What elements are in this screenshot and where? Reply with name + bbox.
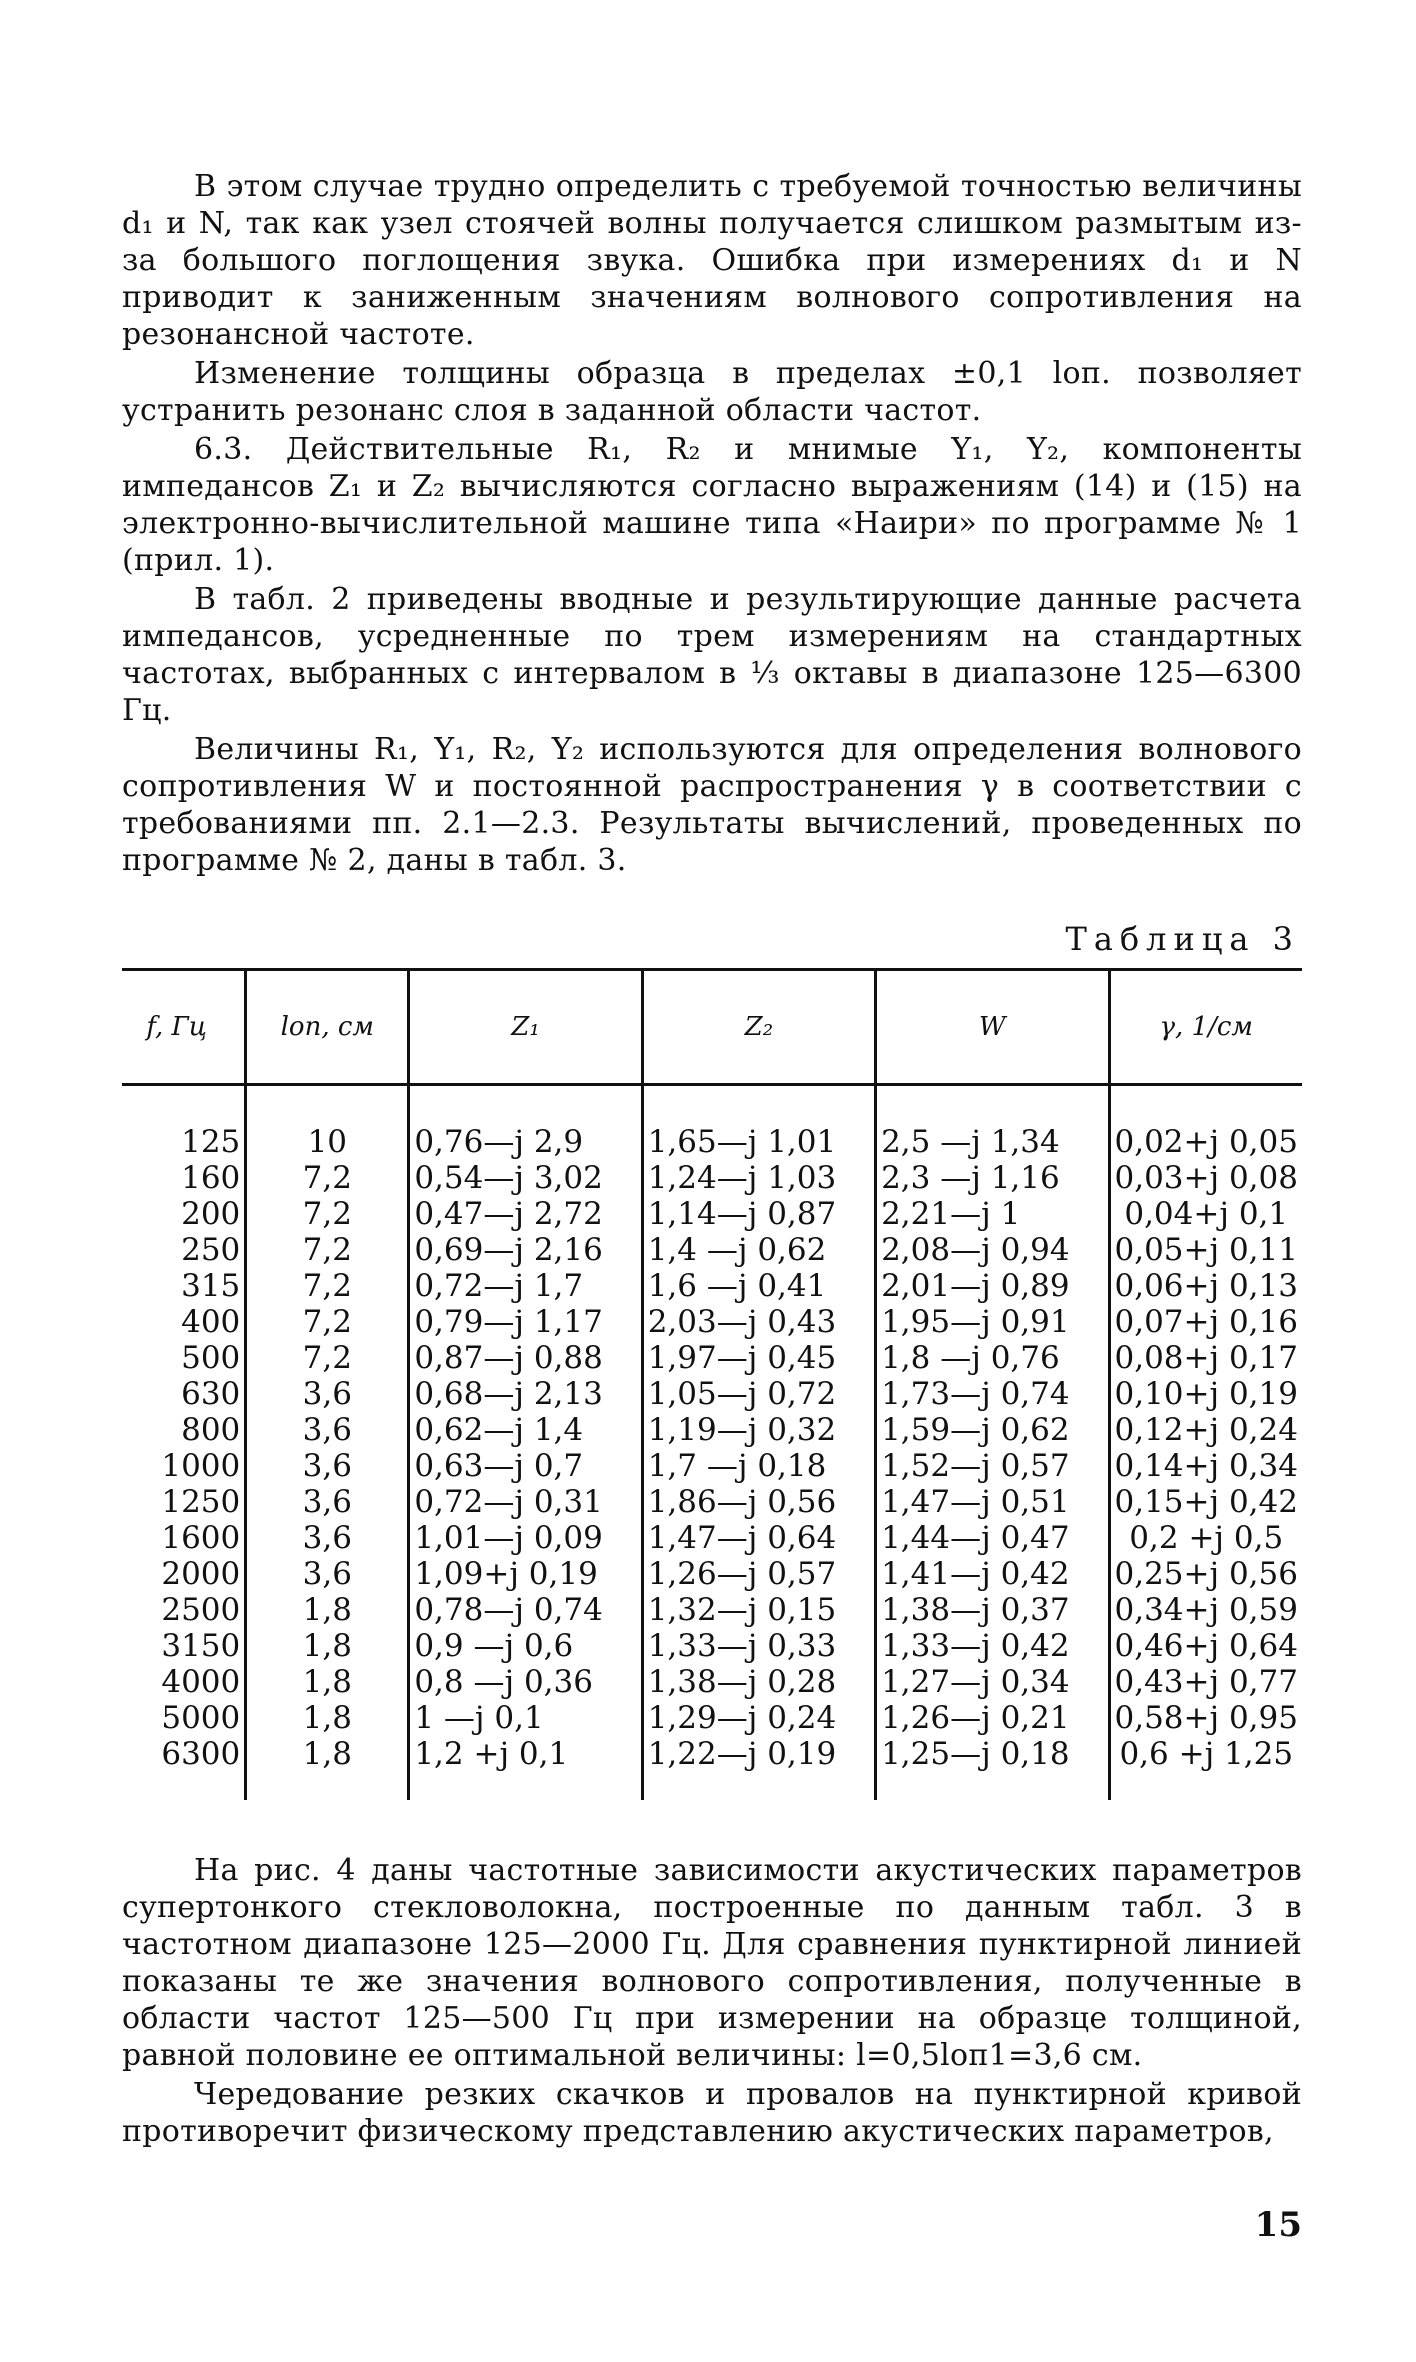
gamma-cell: 0,2 +j 0,5 bbox=[1109, 1520, 1302, 1556]
z2-cell: 1,65—j 1,01 bbox=[642, 1085, 875, 1161]
table-row bbox=[122, 1340, 1302, 1376]
thickness-cell: 3,6 bbox=[246, 1484, 409, 1520]
gamma-cell: 0,08+j 0,17 bbox=[1109, 1340, 1302, 1376]
gamma-cell: 0,04+j 0,1 bbox=[1109, 1196, 1302, 1232]
w-cell: 2,21—j 1 bbox=[876, 1196, 1109, 1232]
table-row bbox=[122, 1592, 1302, 1628]
z2-cell: 1,22—j 0,19 bbox=[642, 1736, 875, 1800]
page-number: 15 bbox=[1254, 2205, 1302, 2245]
body-text-bottom bbox=[122, 1852, 1302, 2152]
z1-cell: 1,01—j 0,09 bbox=[409, 1520, 642, 1556]
paragraph: На рис. 4 даны частотные зависимости акустических параметров супертонкого стекловолокна, построенные по данным табл. 3 в частотном диапазоне 125—2000 Гц. Для сравнения пунктирной линией показаны те же значения волнового сопротивления, полученные в области частот 125—500 Гц при измерении на образце толщиной, равной половине ее оптимальной величины: l=0,5lоп1=3,6 см. bbox=[122, 1853, 1302, 2073]
z2-cell: 2,03—j 0,43 bbox=[642, 1304, 875, 1340]
z1-cell: 0,54—j 3,02 bbox=[409, 1160, 642, 1196]
w-cell: 1,95—j 0,91 bbox=[876, 1304, 1109, 1340]
thickness-cell: 7,2 bbox=[246, 1232, 409, 1268]
z2-cell: 1,19—j 0,32 bbox=[642, 1412, 875, 1448]
frequency-cell: 1250 bbox=[161, 1484, 241, 1520]
gamma-cell: 0,34+j 0,59 bbox=[1109, 1592, 1302, 1628]
frequency-cell: 500 bbox=[181, 1340, 241, 1376]
table-row bbox=[122, 1520, 1302, 1556]
z1-cell: 0,76—j 2,9 bbox=[409, 1085, 642, 1161]
table-row bbox=[122, 1196, 1302, 1232]
gamma-cell: 0,58+j 0,95 bbox=[1109, 1700, 1302, 1736]
z2-cell: 1,97—j 0,45 bbox=[642, 1340, 875, 1376]
paragraph: Изменение толщины образца в пределах ±0,1 lоп. позволяет устранить резонанс слоя в заданной области частот. bbox=[122, 356, 1302, 428]
gamma-cell: 0,06+j 0,13 bbox=[1109, 1268, 1302, 1304]
frequency-cell: 2500 bbox=[161, 1592, 241, 1628]
frequency-cell: 3150 bbox=[161, 1628, 241, 1664]
table-row bbox=[122, 1736, 1302, 1800]
thickness-cell: 3,6 bbox=[246, 1376, 409, 1412]
gamma-cell: 0,12+j 0,24 bbox=[1109, 1412, 1302, 1448]
frequency-cell: 800 bbox=[181, 1412, 241, 1448]
z2-cell: 1,05—j 0,72 bbox=[642, 1376, 875, 1412]
frequency-cell: 5000 bbox=[161, 1700, 241, 1736]
w-cell: 1,27—j 0,34 bbox=[876, 1664, 1109, 1700]
z2-cell: 1,14—j 0,87 bbox=[642, 1196, 875, 1232]
paragraph: 6.3. Действительные R₁, R₂ и мнимые Y₁, Y₂, компоненты импедансов Z₁ и Z₂ вычисляются согласно выражениям (14) и (15) на электронно-вычислительной машине типа «Наири» по программе № 1 (прил. 1). bbox=[122, 432, 1302, 578]
paragraph: Величины R₁, Y₁, R₂, Y₂ используются для определения волнового сопротивления W и постоянной распространения γ в соответствии с требованиями пп. 2.1—2.3. Результаты вычислений, проведенных по программе № 2, даны в табл. 3. bbox=[122, 732, 1302, 878]
frequency-cell: 200 bbox=[181, 1196, 241, 1232]
table-row bbox=[122, 1628, 1302, 1664]
z1-cell: 0,79—j 1,17 bbox=[409, 1304, 642, 1340]
gamma-cell: 0,46+j 0,64 bbox=[1109, 1628, 1302, 1664]
frequency-cell: 125 bbox=[181, 1124, 241, 1160]
w-cell: 2,08—j 0,94 bbox=[876, 1232, 1109, 1268]
w-cell: 2,01—j 0,89 bbox=[876, 1268, 1109, 1304]
w-cell: 1,52—j 0,57 bbox=[876, 1448, 1109, 1484]
thickness-cell: 7,2 bbox=[246, 1268, 409, 1304]
frequency-cell: 4000 bbox=[161, 1664, 241, 1700]
frequency-cell: 160 bbox=[181, 1160, 241, 1196]
z2-cell: 1,26—j 0,57 bbox=[642, 1556, 875, 1592]
w-cell: 1,47—j 0,51 bbox=[876, 1484, 1109, 1520]
table-body bbox=[122, 1085, 1302, 1801]
z1-cell: 1,09+j 0,19 bbox=[409, 1556, 642, 1592]
thickness-cell: 1,8 bbox=[246, 1592, 409, 1628]
z2-cell: 1,33—j 0,33 bbox=[642, 1628, 875, 1664]
z1-cell: 0,72—j 1,7 bbox=[409, 1268, 642, 1304]
z2-cell: 1,6 —j 0,41 bbox=[642, 1268, 875, 1304]
z1-cell: 1,2 +j 0,1 bbox=[409, 1736, 642, 1800]
z2-cell: 1,7 —j 0,18 bbox=[642, 1448, 875, 1484]
frequency-cell: 1600 bbox=[161, 1520, 241, 1556]
z1-cell: 0,87—j 0,88 bbox=[409, 1340, 642, 1376]
table-row bbox=[122, 1412, 1302, 1448]
header-thickness: lоп, см bbox=[246, 970, 409, 1085]
thickness-cell: 7,2 bbox=[246, 1304, 409, 1340]
frequency-cell: 1000 bbox=[161, 1448, 241, 1484]
z2-cell: 1,47—j 0,64 bbox=[642, 1520, 875, 1556]
table-row bbox=[122, 1268, 1302, 1304]
z1-cell: 1 —j 0,1 bbox=[409, 1700, 642, 1736]
z1-cell: 0,78—j 0,74 bbox=[409, 1592, 642, 1628]
z1-cell: 0,68—j 2,13 bbox=[409, 1376, 642, 1412]
thickness-cell: 7,2 bbox=[246, 1160, 409, 1196]
frequency-cell: 400 bbox=[181, 1304, 241, 1340]
thickness-cell: 10 bbox=[246, 1085, 409, 1161]
paragraph: Чередование резких скачков и провалов на пунктирной кривой противоречит физическому представлению акустических параметров, bbox=[122, 2077, 1302, 2149]
w-cell: 1,26—j 0,21 bbox=[876, 1700, 1109, 1736]
frequency-cell: 315 bbox=[181, 1268, 241, 1304]
z1-cell: 0,69—j 2,16 bbox=[409, 1232, 642, 1268]
frequency-cell: 630 bbox=[181, 1376, 241, 1412]
table-row bbox=[122, 1664, 1302, 1700]
frequency-cell: 250 bbox=[181, 1232, 241, 1268]
body-text-top bbox=[122, 168, 1302, 881]
table-row bbox=[122, 1556, 1302, 1592]
thickness-cell: 3,6 bbox=[246, 1556, 409, 1592]
z1-cell: 0,47—j 2,72 bbox=[409, 1196, 642, 1232]
z1-cell: 0,72—j 0,31 bbox=[409, 1484, 642, 1520]
w-cell: 2,3 —j 1,16 bbox=[876, 1160, 1109, 1196]
gamma-cell: 0,14+j 0,34 bbox=[1109, 1448, 1302, 1484]
frequency-cell: 2000 bbox=[161, 1556, 241, 1592]
paragraph: В этом случае трудно определить с требуемой точностью величины d₁ и N, так как узел стоячей волны получается слишком размытым из-за большого поглощения звука. Ошибка при измерениях d₁ и N приводит к заниженным значениям волнового сопротивления на резонансной частоте. bbox=[122, 169, 1302, 352]
table-title: Таблица 3 bbox=[1065, 920, 1300, 958]
z2-cell: 1,29—j 0,24 bbox=[642, 1700, 875, 1736]
w-cell: 1,59—j 0,62 bbox=[876, 1412, 1109, 1448]
z1-cell: 0,62—j 1,4 bbox=[409, 1412, 642, 1448]
header-frequency: f, Гц bbox=[122, 970, 246, 1085]
thickness-cell: 7,2 bbox=[246, 1340, 409, 1376]
table-row bbox=[122, 1700, 1302, 1736]
header-w: W bbox=[876, 970, 1109, 1085]
gamma-cell: 0,05+j 0,11 bbox=[1109, 1232, 1302, 1268]
thickness-cell: 7,2 bbox=[246, 1196, 409, 1232]
z2-cell: 1,38—j 0,28 bbox=[642, 1664, 875, 1700]
gamma-cell: 0,10+j 0,19 bbox=[1109, 1376, 1302, 1412]
gamma-cell: 0,03+j 0,08 bbox=[1109, 1160, 1302, 1196]
z1-cell: 0,9 —j 0,6 bbox=[409, 1628, 642, 1664]
table-row bbox=[122, 1085, 1302, 1161]
w-cell: 1,41—j 0,42 bbox=[876, 1556, 1109, 1592]
data-table bbox=[122, 968, 1302, 1800]
thickness-cell: 3,6 bbox=[246, 1412, 409, 1448]
thickness-cell: 3,6 bbox=[246, 1520, 409, 1556]
header-z2: Z₂ bbox=[642, 970, 875, 1085]
w-cell: 2,5 —j 1,34 bbox=[876, 1085, 1109, 1161]
w-cell: 1,73—j 0,74 bbox=[876, 1376, 1109, 1412]
thickness-cell: 1,8 bbox=[246, 1628, 409, 1664]
paragraph: В табл. 2 приведены вводные и результирующие данные расчета импедансов, усредненные по трем измерениям на стандартных частотах, выбранных с интервалом в ⅓ октавы в диапазоне 125—6300 Гц. bbox=[122, 582, 1302, 728]
table-row bbox=[122, 1304, 1302, 1340]
table-row bbox=[122, 1160, 1302, 1196]
thickness-cell: 1,8 bbox=[246, 1700, 409, 1736]
table-row bbox=[122, 1448, 1302, 1484]
w-cell: 1,8 —j 0,76 bbox=[876, 1340, 1109, 1376]
z2-cell: 1,24—j 1,03 bbox=[642, 1160, 875, 1196]
table-row bbox=[122, 1376, 1302, 1412]
gamma-cell: 0,02+j 0,05 bbox=[1109, 1085, 1302, 1161]
gamma-cell: 0,6 +j 1,25 bbox=[1109, 1736, 1302, 1800]
z2-cell: 1,32—j 0,15 bbox=[642, 1592, 875, 1628]
w-cell: 1,38—j 0,37 bbox=[876, 1592, 1109, 1628]
z1-cell: 0,8 —j 0,36 bbox=[409, 1664, 642, 1700]
gamma-cell: 0,25+j 0,56 bbox=[1109, 1556, 1302, 1592]
z2-cell: 1,4 —j 0,62 bbox=[642, 1232, 875, 1268]
table-row bbox=[122, 1484, 1302, 1520]
z2-cell: 1,86—j 0,56 bbox=[642, 1484, 875, 1520]
table-header-row bbox=[122, 970, 1302, 1085]
w-cell: 1,44—j 0,47 bbox=[876, 1520, 1109, 1556]
table-row bbox=[122, 1232, 1302, 1268]
z1-cell: 0,63—j 0,7 bbox=[409, 1448, 642, 1484]
thickness-cell: 1,8 bbox=[246, 1736, 409, 1800]
gamma-cell: 0,07+j 0,16 bbox=[1109, 1304, 1302, 1340]
gamma-cell: 0,15+j 0,42 bbox=[1109, 1484, 1302, 1520]
w-cell: 1,33—j 0,42 bbox=[876, 1628, 1109, 1664]
header-gamma: γ, 1/см bbox=[1109, 970, 1302, 1085]
gamma-cell: 0,43+j 0,77 bbox=[1109, 1664, 1302, 1700]
thickness-cell: 3,6 bbox=[246, 1448, 409, 1484]
frequency-cell: 6300 bbox=[161, 1736, 241, 1772]
header-z1: Z₁ bbox=[409, 970, 642, 1085]
w-cell: 1,25—j 0,18 bbox=[876, 1736, 1109, 1800]
thickness-cell: 1,8 bbox=[246, 1664, 409, 1700]
